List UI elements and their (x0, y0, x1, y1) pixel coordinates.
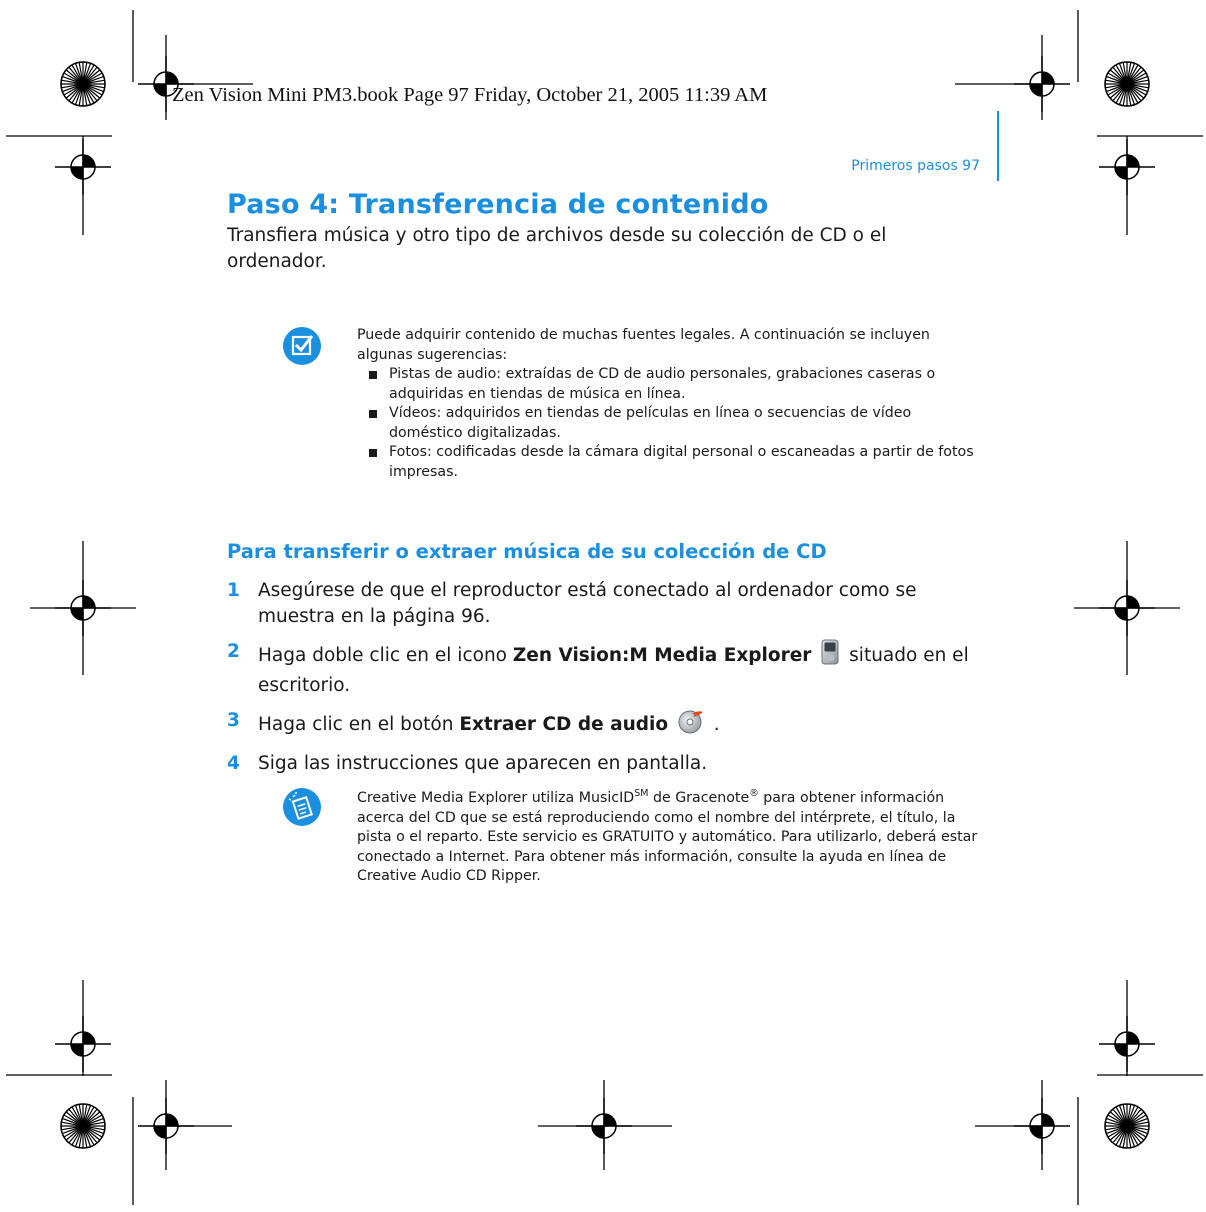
page-title: Paso 4: Transferencia de contenido (227, 189, 769, 220)
ui-term: Extraer CD de audio (459, 714, 669, 735)
bullet (369, 371, 377, 379)
running-head-rule (997, 111, 999, 181)
list-item: Fotos: codificadas desde la cámara digital personal o escaneadas a partir de fotos impresas. (367, 443, 987, 482)
step-4 (227, 751, 997, 777)
step-number: 4 (227, 753, 240, 774)
steps-list (227, 578, 997, 786)
step-3: 3 Haga clic en el botón Extraer CD de audio . (227, 708, 997, 742)
step-text: Asegúrese de que el reproductor está conectado al ordenador como se muestra en la página 96. (258, 580, 917, 627)
rip-cd-icon (678, 708, 704, 742)
ui-term: Zen Vision:M Media Explorer (512, 645, 812, 666)
step-number: 2 (227, 641, 240, 662)
tip-notepad-icon (283, 788, 321, 826)
step-number: 3 (227, 710, 240, 731)
bullet (369, 449, 377, 457)
step-text: Siga las instrucciones que aparecen en pantalla. (258, 753, 708, 774)
tip-text: Creative Media Explorer utiliza MusicID℠ de Gracenote® para obtener información acerca del CD que se está reproduciendo como el nombre del intérprete, el título, la pista o el reparto. Este servicio es GRATUITO y automático. Para utilizarlo, deberá estar conectado a Internet. Para obtener más información, consulte la ayuda en línea de Creative Audio CD Ripper. (357, 788, 978, 884)
list-item: Pistas de audio: extraídas de CD de audio personales, grabaciones caseras o adquiridas en tiendas de música en línea. (367, 365, 987, 404)
checkbox-icon (283, 327, 321, 365)
media-explorer-icon (821, 639, 839, 673)
print-header: Zen Vision Mini PM3.book Page 97 Friday, October 21, 2005 11:39 AM (172, 84, 768, 106)
note-list (357, 365, 987, 482)
section-heading: Para transferir o extraer música de su colección de CD (227, 540, 827, 563)
step-2: 2 Haga doble clic en el icono Zen Vision:M Media Explorer situado en el escritorio. (227, 641, 969, 696)
bullet (369, 410, 377, 418)
step-number: 1 (227, 580, 240, 601)
intro-paragraph: Transfiera música y otro tipo de archivos desde su colección de CD o el ordenador. (227, 225, 887, 272)
step-1 (227, 578, 997, 630)
tip-block (357, 789, 987, 887)
note-lead: Puede adquirir contenido de muchas fuentes legales. A continuación se incluyen algunas sugerencias: (357, 327, 930, 363)
note-block (357, 326, 987, 482)
list-item: Vídeos: adquiridos en tiendas de películas en línea o secuencias de vídeo doméstico digitalizadas. (367, 404, 987, 443)
running-head: Primeros pasos 97 (851, 158, 980, 174)
